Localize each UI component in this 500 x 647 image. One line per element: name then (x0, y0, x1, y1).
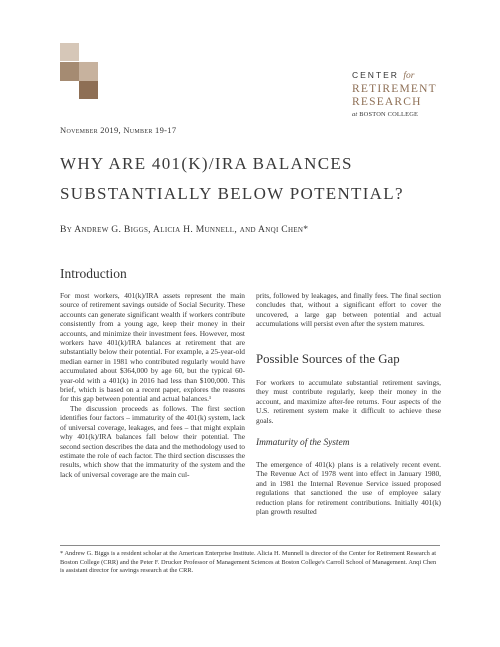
logo-for: for (403, 71, 415, 81)
right-column-bottom (256, 460, 441, 516)
accent-square (79, 62, 98, 81)
brief-title (60, 149, 460, 209)
issue-date: November 2019, Number 19-17 (60, 125, 177, 135)
authors-line: By Andrew G. Biggs, Alicia H. Munnell, and Anqi Chen* (60, 224, 309, 235)
section-heading-introduction: Introduction (60, 266, 127, 281)
left-column (60, 291, 245, 479)
subsection-heading-immaturity: Immaturity of the System (256, 438, 350, 448)
intro-paragraph-2: The discussion proceeds as follows. The first section identifies four factors – immaturity of the 401(k) system, lack of universal coverage, leakages, and fees – that might explain why 401(k)/IRA balances fall below their potential. The second section describes the data and the methodology used to estimate the role of each factor. The third section discusses the results, which show that the immaturity of the system and the lack of universal coverage are the main cul- (60, 403, 245, 479)
logo-retirement: RETIREMENT (352, 82, 437, 95)
intro-paragraph-1: For most workers, 401(k)/IRA assets represent the main source of retirement savings outside of Social Security. These accounts can generate significant wealth if workers contribute consistently from a young age, keep their money in their accounts, and minimize their investment fees. However, most workers have 401(k)/IRA balances at retirement that are substantially below their potential. For example, a 25-year-old median earner in 1981 who contributed regularly would have accumulated about $364,000 by age 60, but the typical 60-year-old with a 401(k) in 2016 had less than $100,000. This brief, which is based on a recent paper, explores the reasons for this gap between potential and actual balances.¹ (60, 291, 245, 404)
footnote-divider (60, 545, 440, 546)
logo-research: RESEARCH (352, 96, 422, 108)
right-column-middle (256, 378, 441, 425)
sources-paragraph-2: The emergence of 401(k) plans is a relatively recent event. The Revenue Act of 1978 went into effect in January 1980, and in 1981 the Internal Revenue Service issued proposed regulations that sanctioned the use of employee salary reduction plans for retirement contributions. Initially 401(k) plan growth resulted (256, 460, 441, 517)
logo-boston-college: BOSTON COLLEGE (359, 110, 419, 118)
logo-at: at (352, 110, 358, 118)
title-line-1: WHY ARE 401(K)/IRA BALANCES (60, 154, 353, 173)
accent-square (60, 43, 79, 61)
accent-square (79, 81, 98, 99)
accent-square (60, 62, 79, 81)
intro-paragraph-2-continued: prits, followed by leakages, and finally fees. The final section concludes that, without a significant effort to cover the uncovered, a large gap between potential and actual accumulations will persist even after the system matures. (256, 291, 441, 329)
sources-paragraph-1: For workers to accumulate substantial retirement savings, they must contribute regularly, keep their money in the account, and maximize after-fee returns. Four aspects of the U.S. retirement system make it difficult to achieve these goals. (256, 378, 441, 425)
crr-logo (352, 71, 444, 118)
right-column-top (256, 291, 441, 329)
title-line-2: SUBSTANTIALLY BELOW POTENTIAL? (60, 184, 404, 203)
logo-center: CENTER (352, 70, 399, 80)
author-footnote: * Andrew G. Biggs is a resident scholar at the American Enterprise Institute. Alicia H. Munnell is director of the Center for Retirement Research at Boston College (CRR) and the Peter F. Drucker Professor of Management Sciences at Boston College's Carroll School of Management. Anqi Chen is assistant director for savings research at the CRR. (60, 550, 437, 575)
section-heading-sources: Possible Sources of the Gap (256, 352, 400, 366)
